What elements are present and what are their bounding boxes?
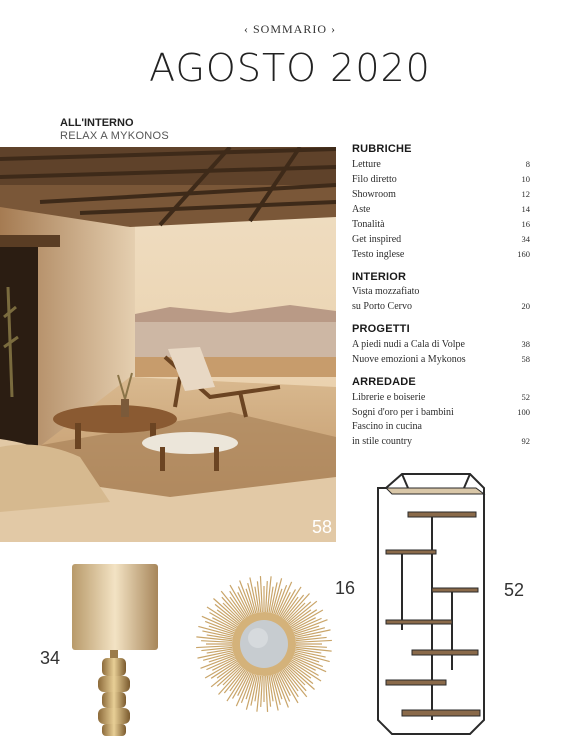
mirror-ray bbox=[267, 576, 271, 612]
mirror-ray bbox=[196, 637, 232, 641]
toc-item-title: su Porto Cervo bbox=[352, 301, 412, 312]
toc-item-title: Letture bbox=[352, 159, 381, 170]
toc-item[interactable] bbox=[352, 157, 530, 172]
shelf-photo[interactable] bbox=[372, 470, 490, 738]
toc-item-title: Testo inglese bbox=[352, 249, 405, 260]
toc-item-title: Tonalità bbox=[352, 219, 385, 230]
page-title: AGOSTO 2020 bbox=[149, 46, 431, 90]
toc-item-title: A piedi nudi a Cala di Volpe bbox=[352, 339, 465, 350]
mirror-ray bbox=[260, 576, 262, 612]
toc-item[interactable] bbox=[352, 420, 530, 434]
toc-item-page: 52 bbox=[521, 392, 530, 402]
toc-item-page: 12 bbox=[521, 189, 530, 199]
toc-item-page: 14 bbox=[521, 204, 530, 214]
toc-item[interactable] bbox=[352, 299, 530, 314]
toc-item-page: 16 bbox=[521, 219, 530, 229]
toc-section-interior bbox=[352, 271, 530, 314]
toc-item[interactable] bbox=[352, 434, 530, 449]
shelf-page-number: 52 bbox=[504, 580, 525, 600]
toc-item-title: in stile country bbox=[352, 436, 412, 447]
toc-heading: ARREDADE bbox=[352, 376, 416, 388]
toc-item-page: 38 bbox=[521, 339, 530, 349]
lamp-photo[interactable] bbox=[66, 560, 162, 740]
toc-item-title: Vista mozzafiato bbox=[352, 286, 420, 297]
toc-heading: PROGETTI bbox=[352, 323, 410, 335]
toc-item[interactable] bbox=[352, 202, 530, 217]
mirror-ray bbox=[196, 646, 232, 648]
toc-item-page: 10 bbox=[521, 174, 530, 184]
toc-item-page: 100 bbox=[517, 407, 530, 417]
toc-item[interactable] bbox=[352, 232, 530, 247]
toc-section-rubriche bbox=[352, 143, 530, 262]
mirror-ray bbox=[261, 676, 263, 707]
toc-heading: RUBRICHE bbox=[352, 143, 412, 155]
feature-subtitle: RELAX A MYKONOS bbox=[60, 130, 170, 142]
toc-item-page: 58 bbox=[521, 354, 530, 364]
toc-item[interactable] bbox=[352, 187, 530, 202]
hero-photo[interactable] bbox=[0, 147, 336, 542]
toc-item[interactable] bbox=[352, 172, 530, 187]
toc-item-title: Showroom bbox=[352, 189, 396, 200]
mirror-page-number: 16 bbox=[335, 578, 356, 598]
toc-section-arredade bbox=[352, 376, 530, 449]
feature-label: ALL'INTERNO bbox=[60, 117, 134, 129]
toc-item-title: Fascino in cucina bbox=[352, 421, 422, 432]
mirror-ray bbox=[257, 676, 261, 712]
toc-item[interactable] bbox=[352, 217, 530, 232]
toc-item-page: 20 bbox=[521, 301, 530, 311]
mirror-ray bbox=[266, 676, 268, 712]
toc-item-title: Filo diretto bbox=[352, 174, 397, 185]
toc-item[interactable] bbox=[352, 352, 530, 367]
toc-item-title: Aste bbox=[352, 204, 371, 215]
lamp-page-number: 34 bbox=[40, 648, 61, 668]
toc-heading: INTERIOR bbox=[352, 271, 407, 283]
toc-item-title: Get inspired bbox=[352, 234, 402, 245]
toc-item-page: 92 bbox=[521, 436, 530, 446]
toc-item[interactable] bbox=[352, 405, 530, 420]
toc-item[interactable] bbox=[352, 285, 530, 299]
toc-section-progetti bbox=[352, 323, 530, 367]
mirror-ray bbox=[296, 647, 332, 651]
mirror-ray bbox=[266, 581, 268, 612]
mirror-ray bbox=[201, 641, 232, 643]
mirror-photo[interactable] bbox=[194, 574, 334, 714]
mirror-ray bbox=[296, 640, 332, 642]
mirror-ray bbox=[296, 646, 327, 648]
toc-item[interactable] bbox=[352, 247, 530, 262]
hero-illustration bbox=[0, 147, 336, 542]
toc-item-title: Nuove emozioni a Mykonos bbox=[352, 354, 466, 365]
toc-item-page: 34 bbox=[521, 234, 530, 244]
toc-item-title: Librerie e boiserie bbox=[352, 392, 426, 403]
toc-item-page: 8 bbox=[525, 159, 530, 169]
toc-item[interactable] bbox=[352, 390, 530, 405]
toc-item[interactable] bbox=[352, 337, 530, 352]
hero-page-number: 58 bbox=[311, 517, 332, 537]
table-of-contents bbox=[352, 143, 530, 458]
section-kicker: ‹ SOMMARIO › bbox=[243, 22, 336, 36]
toc-item-page: 160 bbox=[517, 249, 530, 259]
toc-item-title: Sogni d'oro per i bambini bbox=[352, 407, 454, 418]
